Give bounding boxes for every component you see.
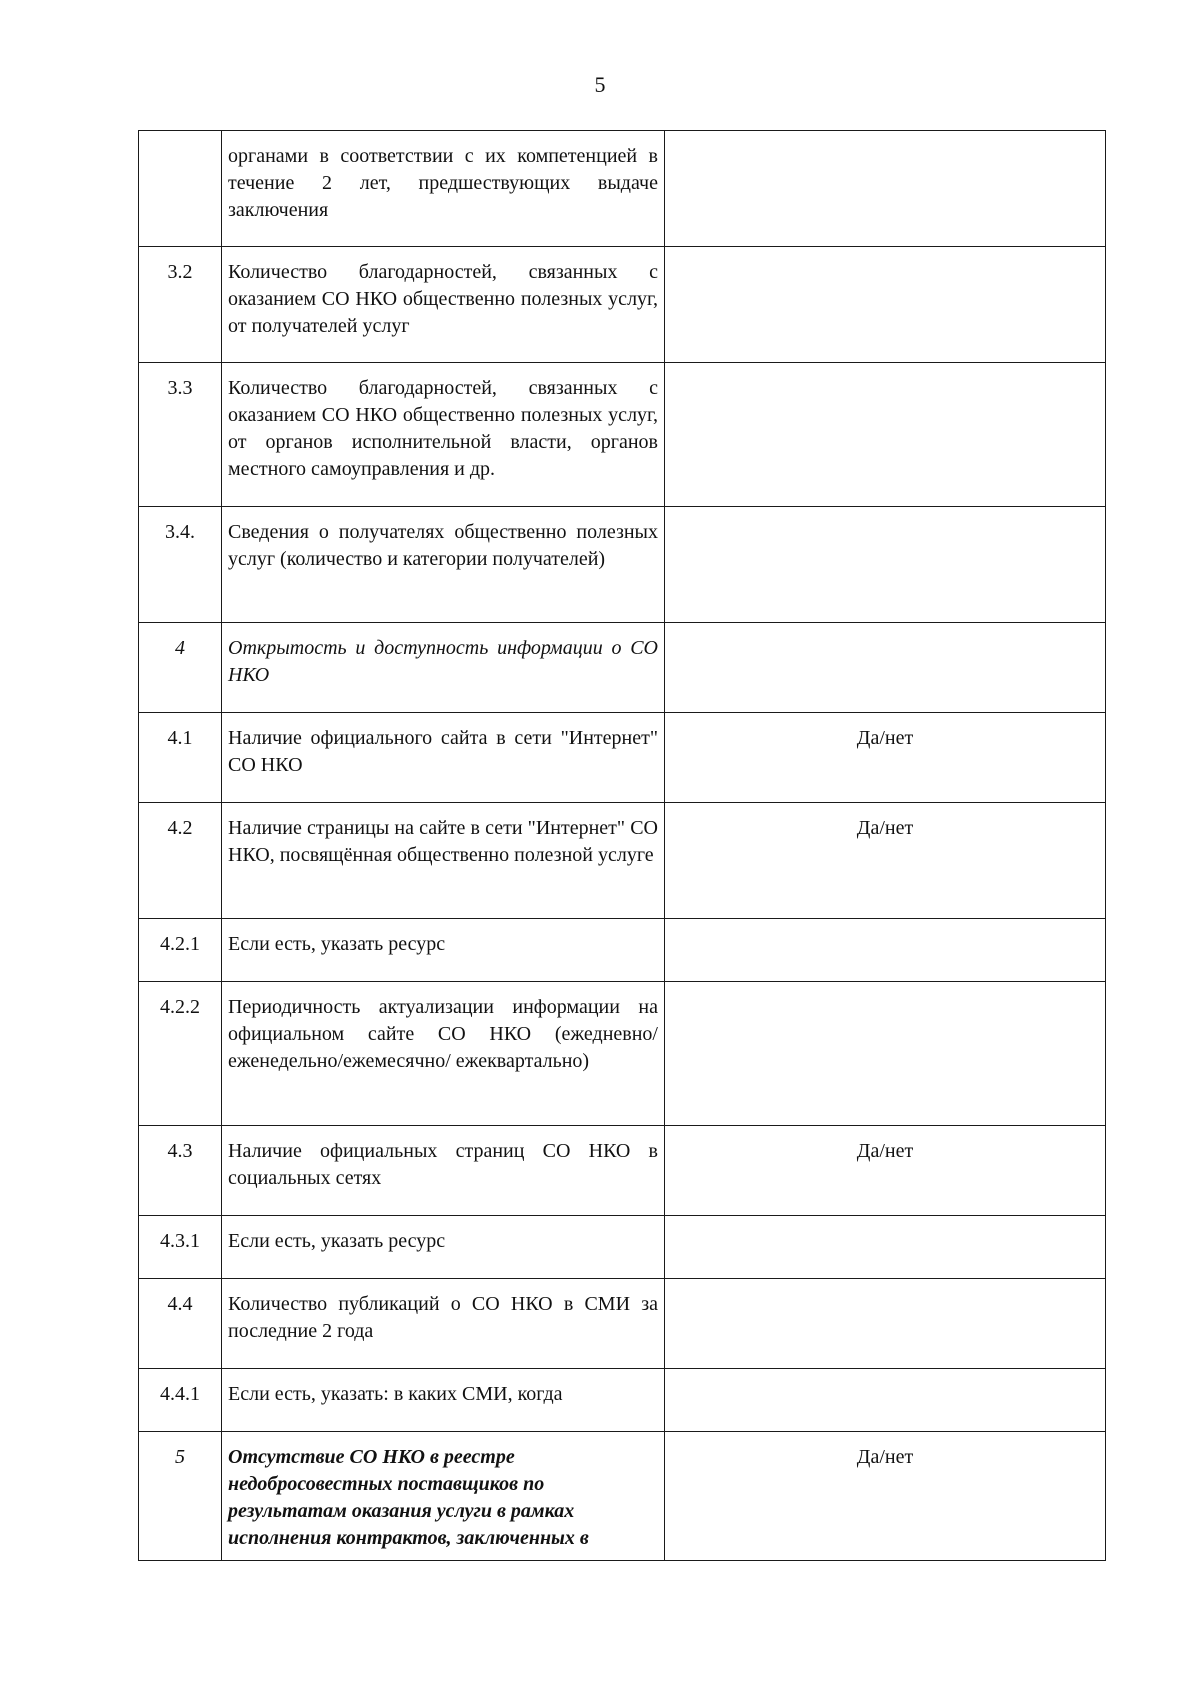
table-row bbox=[139, 507, 1106, 623]
table-row bbox=[139, 1126, 1106, 1216]
row-value bbox=[665, 507, 1106, 623]
row-description: органами в соответствии с их компетенцией в течение 2 лет, предшествующих выдаче заключения bbox=[222, 131, 665, 247]
row-number: 4.2.1 bbox=[139, 919, 222, 982]
row-value bbox=[665, 1369, 1106, 1432]
table-row bbox=[139, 1432, 1106, 1561]
row-value bbox=[665, 1216, 1106, 1279]
row-description: Если есть, указать ресурс bbox=[222, 1216, 665, 1279]
row-number: 4.4.1 bbox=[139, 1369, 222, 1432]
row-number: 3.4. bbox=[139, 507, 222, 623]
row-description: Если есть, указать: в каких СМИ, когда bbox=[222, 1369, 665, 1432]
row-value bbox=[665, 131, 1106, 247]
row-number bbox=[139, 131, 222, 247]
row-description: Наличие страницы на сайте в сети "Интернет" СО НКО, посвящённая общественно полезной услуге bbox=[222, 803, 665, 919]
table-row bbox=[139, 1279, 1106, 1369]
row-number: 4.4 bbox=[139, 1279, 222, 1369]
row-number: 4.2.2 bbox=[139, 982, 222, 1126]
row-number: 4.1 bbox=[139, 713, 222, 803]
row-value bbox=[665, 623, 1106, 713]
row-value: Да/нет bbox=[665, 803, 1106, 919]
row-description: Отсутствие СО НКО в реестре недобросовестных поставщиков по результатам оказания услуги в рамках исполнения контрактов, заключенных в bbox=[222, 1432, 665, 1561]
row-value: Да/нет bbox=[665, 1432, 1106, 1561]
row-description: Наличие официальных страниц СО НКО в социальных сетях bbox=[222, 1126, 665, 1216]
row-description: Количество публикаций о СО НКО в СМИ за последние 2 года bbox=[222, 1279, 665, 1369]
row-number: 4.2 bbox=[139, 803, 222, 919]
table-row bbox=[139, 131, 1106, 247]
table-row bbox=[139, 1369, 1106, 1432]
criteria-table bbox=[138, 130, 1106, 1561]
table-row bbox=[139, 982, 1106, 1126]
row-description: Сведения о получателях общественно полезных услуг (количество и категории получателей) bbox=[222, 507, 665, 623]
row-value bbox=[665, 363, 1106, 507]
row-description: Количество благодарностей, связанных с оказанием СО НКО общественно полезных услуг, от получателей услуг bbox=[222, 247, 665, 363]
table-row bbox=[139, 919, 1106, 982]
table-row bbox=[139, 247, 1106, 363]
row-description: Открытость и доступность информации о СО НКО bbox=[222, 623, 665, 713]
row-value: Да/нет bbox=[665, 1126, 1106, 1216]
row-value bbox=[665, 919, 1106, 982]
table-row bbox=[139, 363, 1106, 507]
table-row bbox=[139, 623, 1106, 713]
row-description: Периодичность актуализации информации на официальном сайте СО НКО (ежедневно/еженедельно/ежемесячно/ ежеквартально) bbox=[222, 982, 665, 1126]
row-description: Если есть, указать ресурс bbox=[222, 919, 665, 982]
row-number: 5 bbox=[139, 1432, 222, 1561]
row-description: Наличие официального сайта в сети "Интернет" СО НКО bbox=[222, 713, 665, 803]
row-number: 4.3.1 bbox=[139, 1216, 222, 1279]
page-number: 5 bbox=[594, 72, 606, 97]
table-row bbox=[139, 803, 1106, 919]
row-number: 3.2 bbox=[139, 247, 222, 363]
table-row bbox=[139, 1216, 1106, 1279]
table-row bbox=[139, 713, 1106, 803]
row-value: Да/нет bbox=[665, 713, 1106, 803]
row-value bbox=[665, 247, 1106, 363]
row-description: Количество благодарностей, связанных с оказанием СО НКО общественно полезных услуг, от органов исполнительной власти, органов местного самоуправления и др. bbox=[222, 363, 665, 507]
row-number: 4 bbox=[139, 623, 222, 713]
row-number: 3.3 bbox=[139, 363, 222, 507]
row-value bbox=[665, 1279, 1106, 1369]
row-value bbox=[665, 982, 1106, 1126]
row-number: 4.3 bbox=[139, 1126, 222, 1216]
